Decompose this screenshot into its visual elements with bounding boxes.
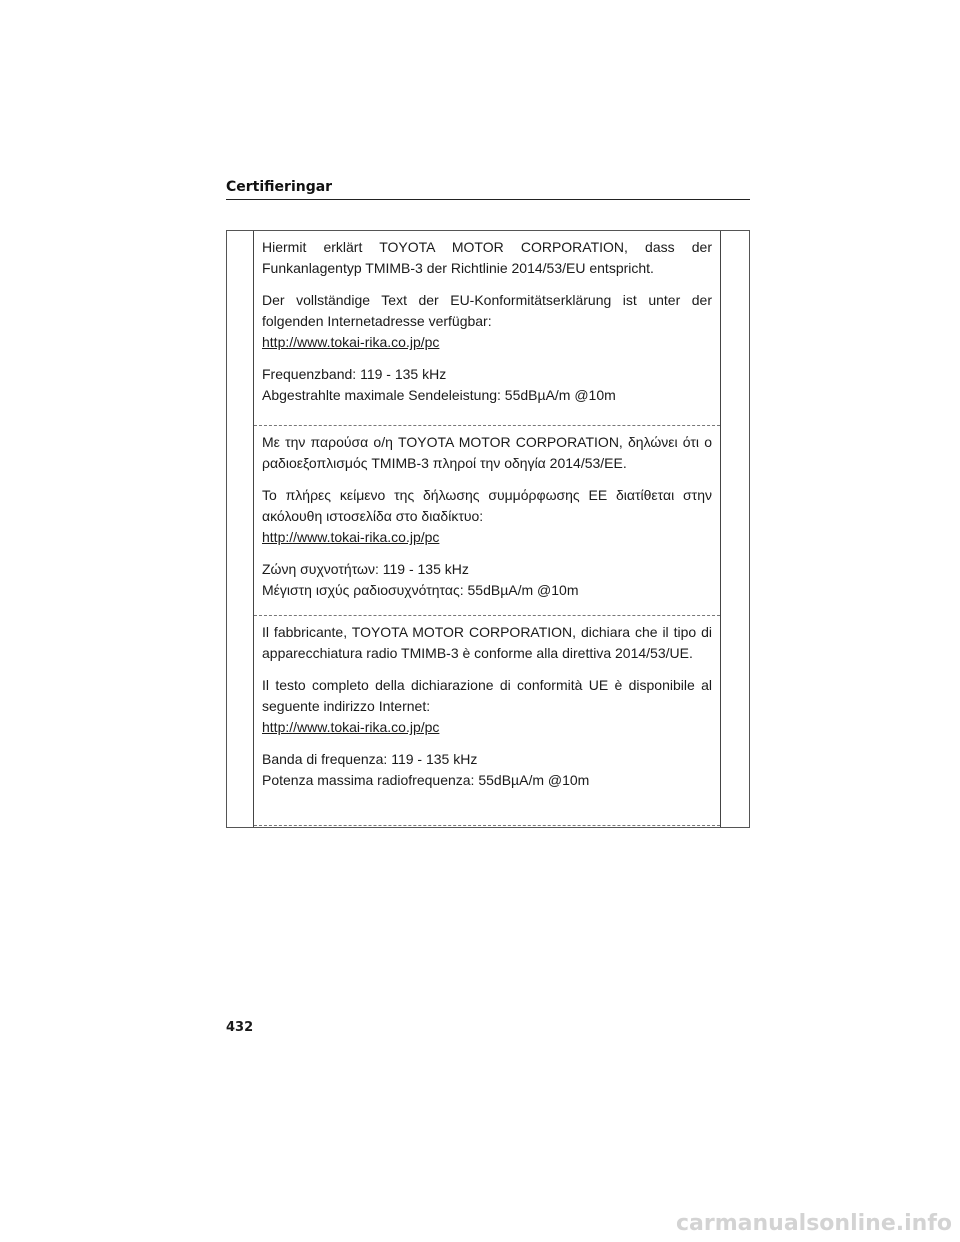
declaration-content bbox=[253, 231, 721, 827]
declaration-text: Με την παρούσα ο/η TOYOTA MOTOR CORPORATION, δηλώνει ότι ο ραδιοεξοπλισμός TMIMB-3 πληροί την οδηγία 2014/53/ΕΕ. bbox=[262, 434, 712, 471]
declaration-box bbox=[226, 230, 750, 828]
max-power: Μέγιστη ισχύς ραδιοσυχνότητας: 55dBµA/m @10m bbox=[262, 582, 579, 598]
full-text-intro: Der vollständige Text der EU-Konformitätserklärung ist unter der folgenden Internetadresse verfügbar: bbox=[262, 292, 712, 329]
declaration-link[interactable]: http://www.tokai-rika.co.jp/pc bbox=[262, 334, 440, 350]
page-title: Certifieringar bbox=[226, 179, 333, 195]
technical-data bbox=[262, 559, 712, 601]
full-text-info bbox=[262, 675, 712, 738]
frequency-band: Banda di frequenza: 119 - 135 kHz bbox=[262, 751, 478, 767]
watermark-logo: carmanualsonline.info bbox=[676, 1211, 952, 1236]
declaration-german bbox=[254, 231, 720, 406]
page-number: 432 bbox=[226, 1020, 254, 1035]
declaration-link[interactable]: http://www.tokai-rika.co.jp/pc bbox=[262, 529, 440, 545]
full-text-info bbox=[262, 290, 712, 353]
full-text-info bbox=[262, 485, 712, 548]
technical-data bbox=[262, 364, 712, 406]
declaration-text: Hiermit erklärt TOYOTA MOTOR CORPORATION, dass der Funkanlagentyp TMIMB-3 der Richtlinie 2014/53/EU entspricht. bbox=[262, 239, 712, 276]
full-text-intro: Il testo completo della dichiarazione di conformità UE è disponibile al seguente indirizzo Internet: bbox=[262, 677, 712, 714]
full-text-intro: Το πλήρες κείμενο της δήλωσης συμμόρφωσης ΕΕ διατίθεται στην ακόλουθη ιστοσελίδα στο διαδίκτυο: bbox=[262, 487, 712, 524]
technical-data bbox=[262, 749, 712, 791]
max-power: Potenza massima radiofrequenza: 55dBµA/m @10m bbox=[262, 772, 590, 788]
declaration-greek bbox=[254, 426, 720, 601]
section-divider bbox=[254, 825, 720, 826]
frequency-band: Ζώνη συχνοτήτων: 119 - 135 kHz bbox=[262, 561, 469, 577]
max-power: Abgestrahlte maximale Sendeleistung: 55dBµA/m @10m bbox=[262, 387, 616, 403]
declaration-text: Il fabbricante, TOYOTA MOTOR CORPORATION, dichiara che il tipo di apparecchiatura radio TMIMB-3 è conforme alla direttiva 2014/53/UE. bbox=[262, 624, 712, 661]
section-header bbox=[226, 178, 750, 200]
declaration-italian bbox=[254, 616, 720, 791]
declaration-link[interactable]: http://www.tokai-rika.co.jp/pc bbox=[262, 719, 440, 735]
frequency-band: Frequenzband: 119 - 135 kHz bbox=[262, 366, 447, 382]
